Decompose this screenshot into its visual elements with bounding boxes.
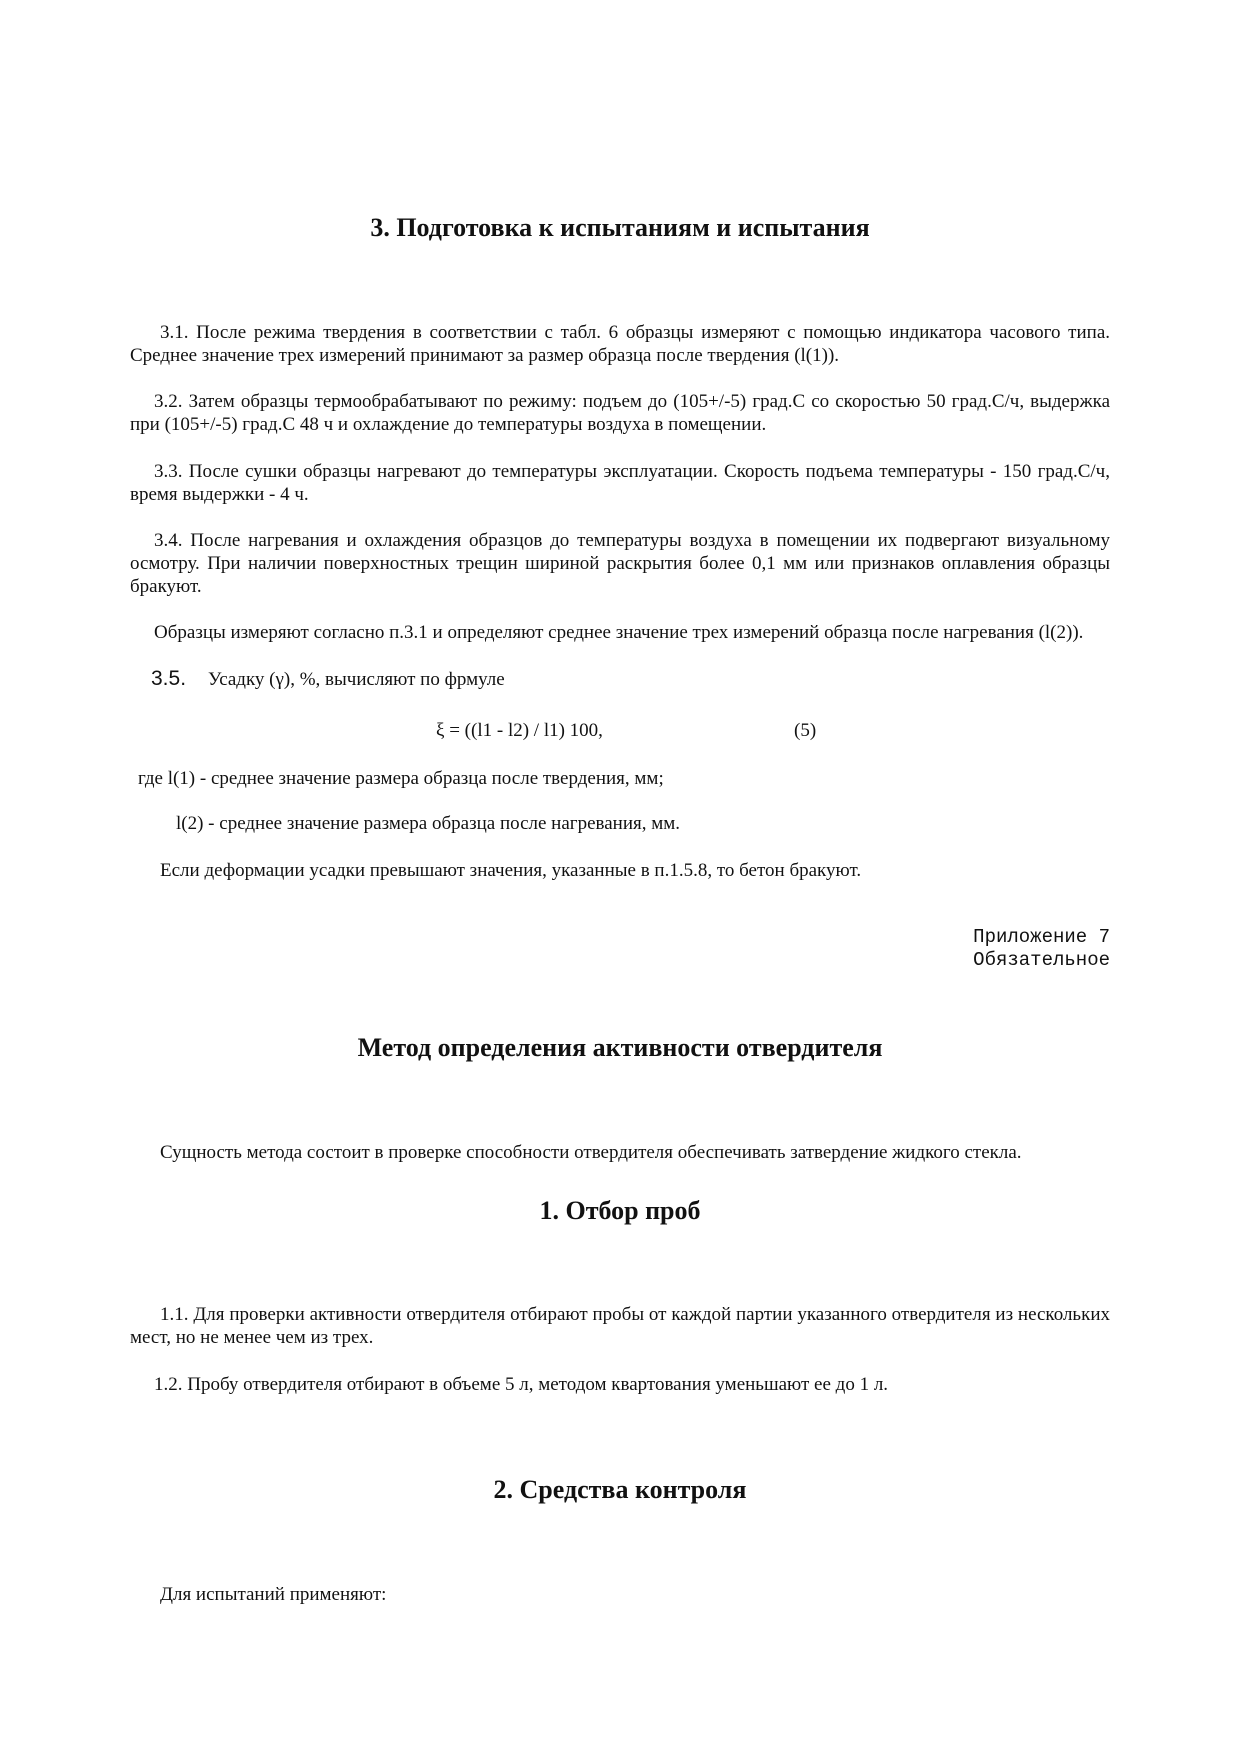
paragraph-3-5	[151, 667, 505, 691]
control-intro: Для испытаний применяют:	[160, 1584, 387, 1605]
appendix-type: Обязательное	[973, 949, 1110, 971]
paragraph-3-3: 3.3. После сушки образцы нагревают до температуры эксплуатации. Скорость подъема температуры - 150 град.С/ч, время выдержки - 4 ч.	[130, 461, 1110, 505]
paragraph-3-2: 3.2. Затем образцы термообрабатывают по режиму: подъем до (105+/-5) град.С со скоростью 50 град.С/ч, выдержка при (105+/-5) град.С 48 ч и охлаждение до температуры воздуха в помещении.	[130, 391, 1110, 435]
paragraph-1-2: 1.2. Пробу отвердителя отбирают в объеме 5 л, методом квартования уменьшают ее до 1 л.	[154, 1374, 889, 1395]
sampling-title: 1. Отбор проб	[539, 1196, 701, 1225]
formula-where-l1: где l(1) - среднее значение размера образца после твердения, мм;	[138, 768, 664, 789]
appendix-label: Приложение 7	[973, 926, 1110, 948]
formula-where-l2: l(2) - среднее значение размера образца после нагревания, мм.	[176, 813, 681, 834]
formula-number: (5)	[794, 720, 817, 741]
paragraph-3-1: 3.1. После режима твердения в соответствии с табл. 6 образцы измеряют с помощью индикатора часового типа. Среднее значение трех измерений принимают за размер образца после твердения (l(1)).	[130, 322, 1110, 366]
paragraph-3-5-number: 3.5.	[151, 667, 187, 690]
formula: ξ = ((l1 - l2) / l1) 100,	[436, 720, 603, 741]
control-title: 2. Средства контроля	[493, 1475, 747, 1504]
paragraph-3-5-text: Усадку (γ), %, вычисляют по фрмуле	[208, 669, 505, 690]
section-3-title: 3. Подготовка к испытаниям и испытания	[370, 213, 870, 242]
paragraph-3-4: 3.4. После нагревания и охлаждения образцов до температуры воздуха в помещении их подвергают визуальному осмотру. При наличии поверхностных трещин шириной раскрытия более 0,1 мм или признаков оплавления образцы бракуют.	[130, 530, 1110, 597]
method-essence: Сущность метода состоит в проверке способности отвердителя обеспечивать затвердение жидкого стекла.	[160, 1142, 1022, 1163]
appendix-title: Метод определения активности отвердителя	[357, 1033, 883, 1062]
rejection-rule: Если деформации усадки превышают значения, указанные в п.1.5.8, то бетон бракуют.	[160, 860, 862, 881]
paragraph-3-4-measure: Образцы измеряют согласно п.3.1 и определяют среднее значение трех измерений образца после нагревания (l(2)).	[154, 622, 1084, 643]
paragraph-1-1: 1.1. Для проверки активности отвердителя отбирают пробы от каждой партии указанного отвердителя из нескольких мест, но не менее чем из трех.	[130, 1304, 1110, 1348]
